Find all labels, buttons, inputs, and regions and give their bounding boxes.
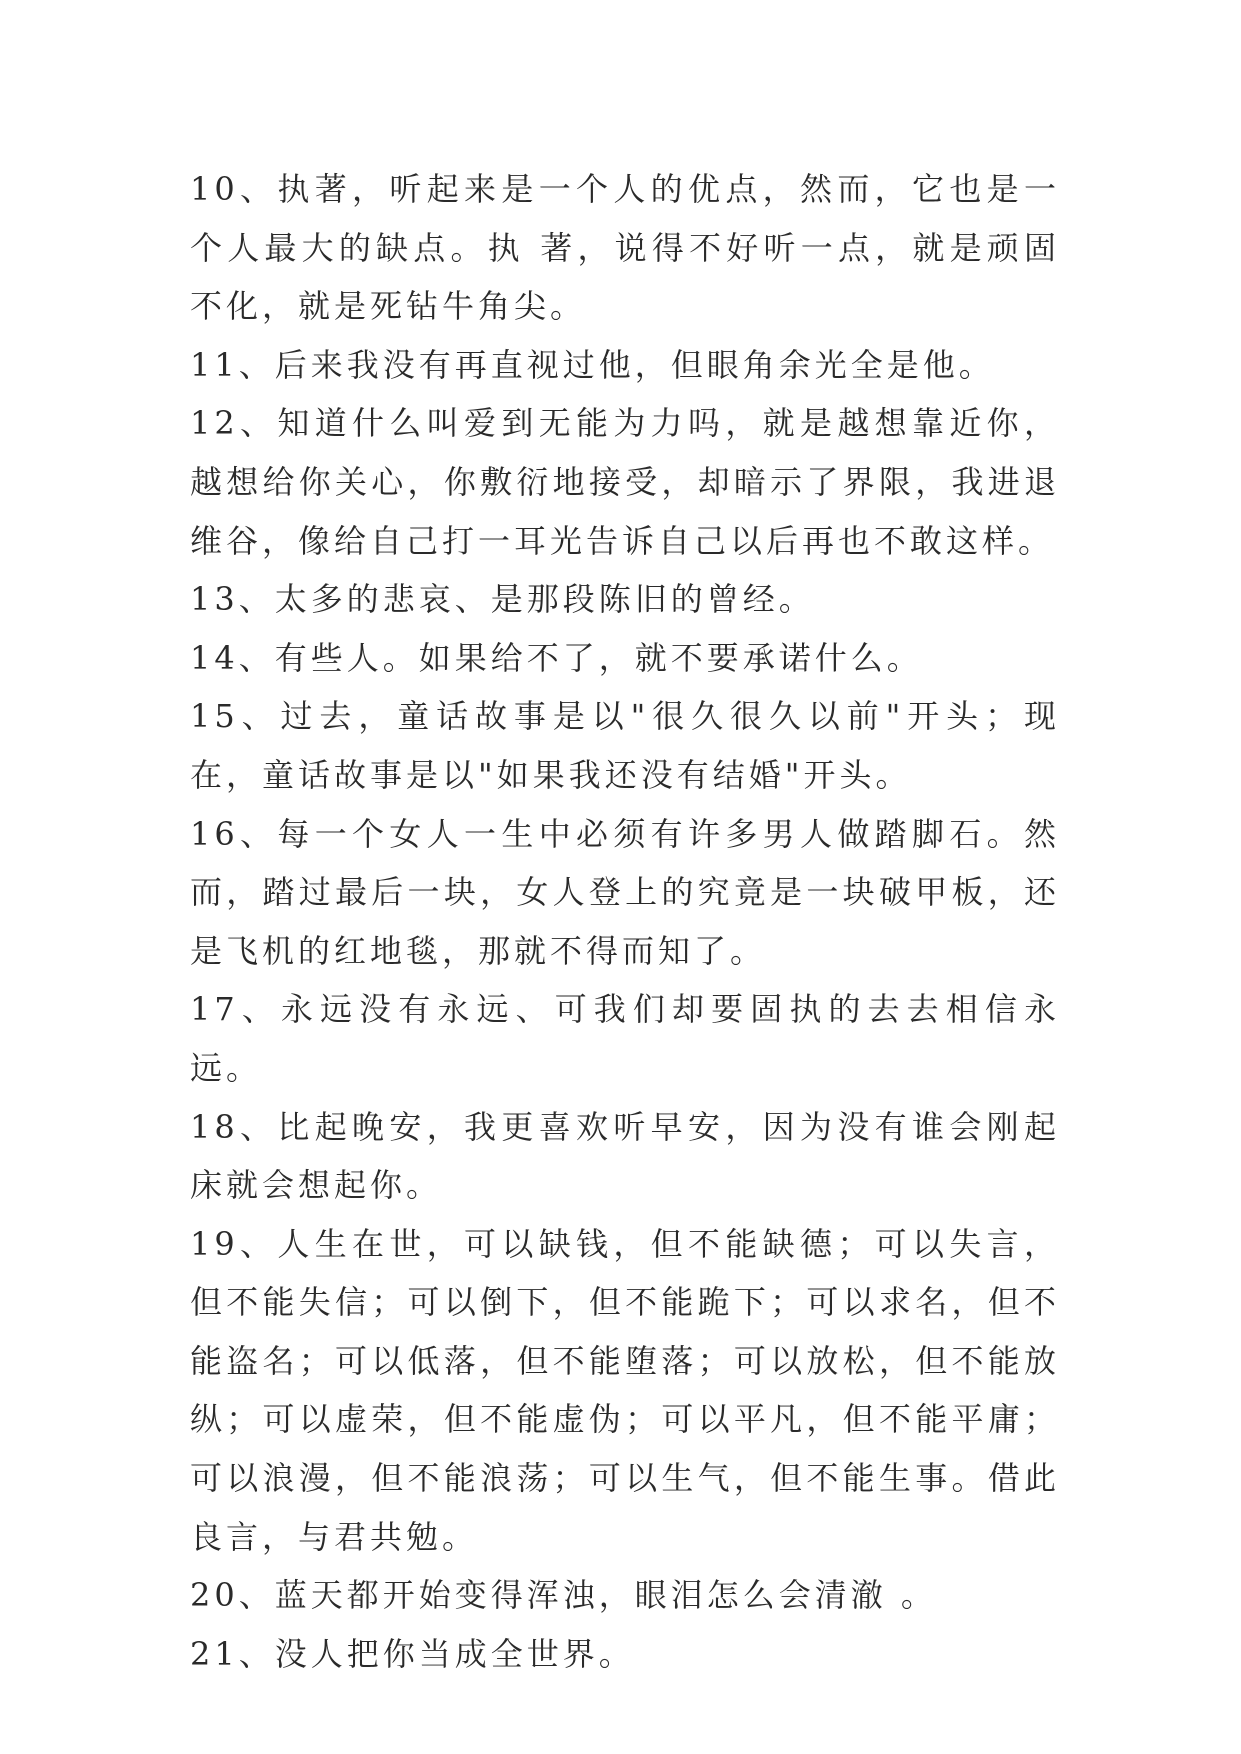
list-item: 20、蓝天都开始变得浑浊，眼泪怎么会清澈 。	[190, 1576, 937, 1615]
list-item: 14、有些人。如果给不了，就不要承诺什么。	[190, 638, 923, 677]
list-item: 13、太多的悲哀、是那段陈旧的曾经。	[190, 580, 815, 619]
list-item: 21、没人把你当成全世界。	[190, 1634, 635, 1673]
list-item: 18、比起晚安，我更喜欢听早安，因为没有谁会刚起床就会想起你。	[190, 1107, 1060, 1205]
list-item: 17、永远没有永远、可我们却要固执的去去相信永远。	[190, 990, 1060, 1087]
list-item: 16、每一个女人一生中必须有许多男人做踏脚石。然而，踏过最后一块，女人登上的究竟是一块破甲板，还是飞机的红地毯，那就不得而知了。	[190, 814, 1060, 970]
list-item: 11、后来我没有再直视过他，但眼角余光全是他。	[190, 345, 995, 384]
list-item: 12、知道什么叫爱到无能为力吗，就是越想靠近你，越想给你关心，你敷衍地接受，却暗示了界限，我进退维谷，像给自己打一耳光告诉自己以后再也不敢这样。	[190, 404, 1060, 560]
document-body	[190, 160, 1060, 1683]
list-item: 19、人生在世，可以缺钱，但不能缺德；可以失言，但不能失信；可以倒下，但不能跪下；可以求名，但不能盗名；可以低落，但不能堕落；可以放松，但不能放纵；可以虚荣，但不能虚伪；可以平凡，但不能平庸；可以浪漫，但不能浪荡；可以生气，但不能生事。借此良言，与君共勉。	[190, 1224, 1060, 1556]
list-item: 10、执著，听起来是一个人的优点，然而，它也是一个人最大的缺点。执 著，说得不好听一点，就是顽固不化，就是死钻牛角尖。	[190, 170, 1060, 326]
list-item: 15、过去，童话故事是以"很久很久以前"开头；现在，童话故事是以"如果我还没有结婚"开头。	[190, 697, 1060, 794]
